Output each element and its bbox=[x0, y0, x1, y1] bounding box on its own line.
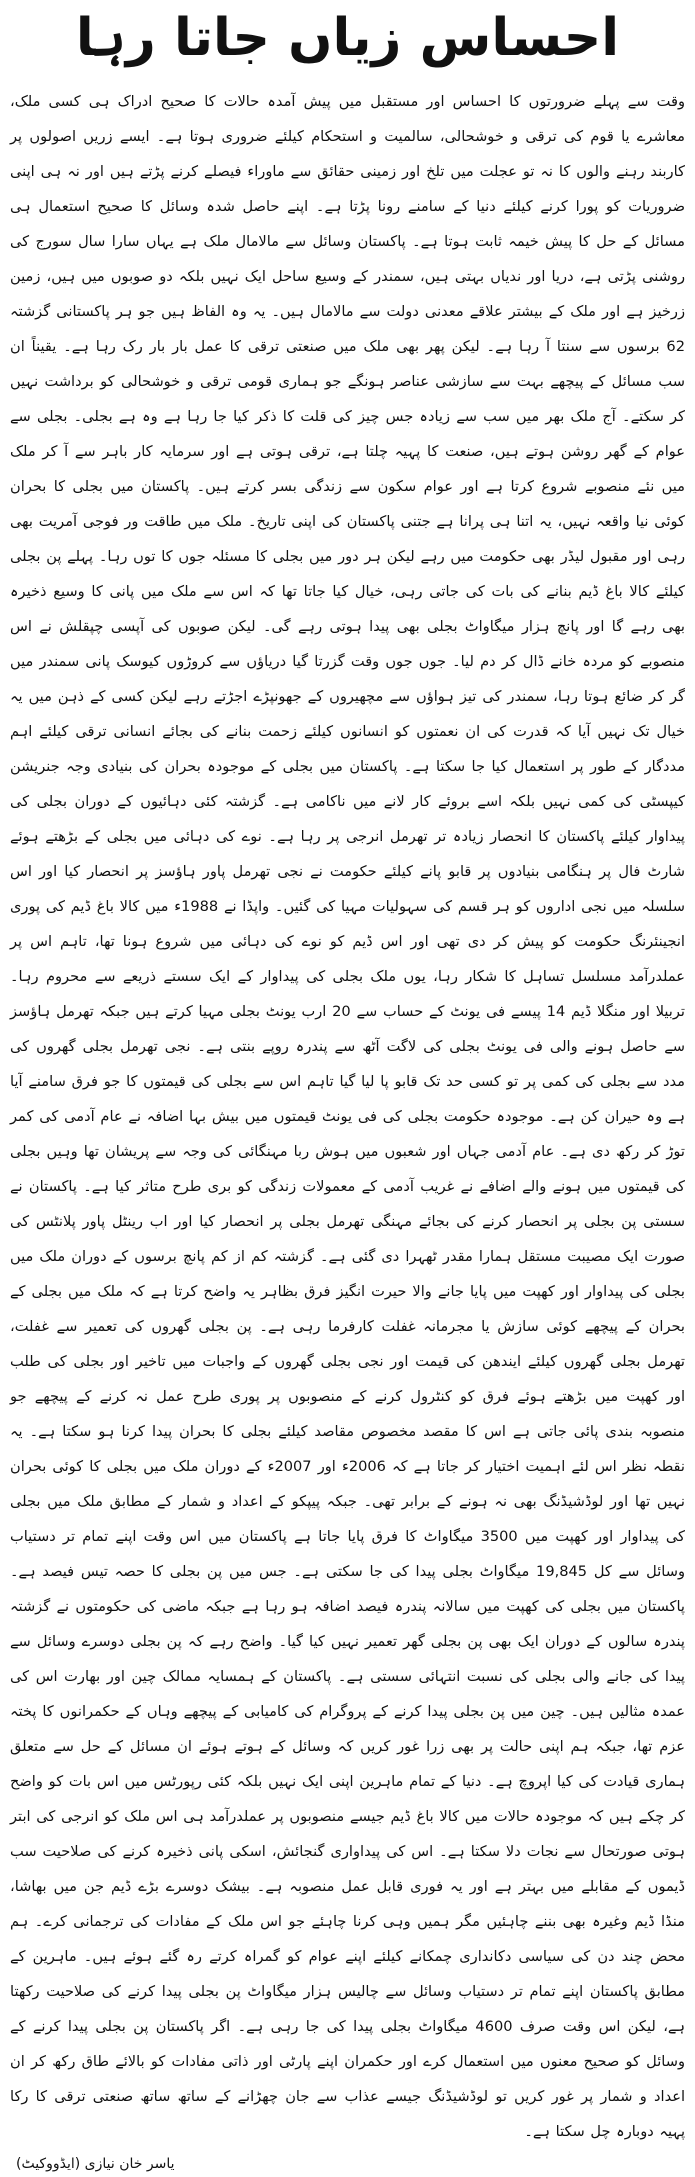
article-body: وقت سے پہلے ضرورتوں کا احساس اور مستقبل میں پیش آمدہ حالات کا صحیح ادراک ہی کسی ملک، معاشرے یا قوم کی ترقی و خوشحالی، سالمیت و استحکام کیلئے ضروری ہوتا ہے۔ ایسے زریں اصولوں پر کاربند رہنے والوں کا نہ تو عجلت میں تلخ اور زمینی حقائق سے ماوراء فیصلے کرنے پڑتے ہیں اور نہ ہی اپنی ضروریات کو پورا کرنے کیلئے دنیا کے سامنے رونا پڑتا ہے۔ اپنے حاصل شدہ وسائل کا صحیح استعمال ہی مسائل کے حل کا پیش خیمہ ثابت ہوتا ہے۔ پاکستان وسائل سے مالامال ملک ہے یہاں سارا سال سورج کی روشنی پڑتی ہے، دریا اور ندیاں بہتی ہیں، سمندر کے وسیع ساحل ایک نہیں بلکہ دو صوبوں میں ہیں، زمین زرخیز ہے اور ملک کے بیشتر علاقے معدنی دولت سے مالامال ہیں۔ یہ وہ الفاظ ہیں جو ہر پاکستانی گزشتہ 62 برسوں سے سنتا آ رہا ہے۔ لیکن پھر بھی ملک میں صنعتی ترقی کا عمل بار بار رک رہا ہے۔ یقیناً ان سب مسائل کے پیچھے بہت سے سازشی عناصر ہونگے جو ہماری قومی ترقی و خوشحالی کو برداشت نہیں کر سکتے۔ آج ملک بھر میں سب سے زیادہ جس چیز کی قلت کا ذکر کیا جا رہا ہے وہ ہے بجلی۔ بجلی سے عوام کے گھر روشن ہوتے ہیں، صنعت کا پہیہ چلتا ہے، ترقی ہوتی ہے اور سرمایہ کار باہر سے آ کر ملک میں نئے منصوبے شروع کرتا ہے اور عوام سکون سے زندگی بسر کرتے ہیں۔ پاکستان میں بجلی کا بحران کوئی نیا واقعہ نہیں، یہ اتنا ہی پرانا ہے جتنی پاکستان کی اپنی تاریخ۔ ملک میں طاقت ور فوجی آمریت بھی رہی اور مقبول لیڈر بھی حکومت میں رہے لیکن ہر دور میں بجلی کا مسئلہ جوں کا توں رہا۔ پہلے پن بجلی کیلئے کالا باغ ڈیم بنانے کی بات کی جاتی رہی، خیال کیا جاتا تھا کہ اس سے ملک میں پانی کا وسیع ذخیرہ بھی رہے گا اور پانچ ہزار میگاواٹ بجلی بھی پیدا ہوتی رہے گی۔ لیکن صوبوں کی آپسی چپقلش نے اس منصوبے کو مردہ خانے ڈال کر دم لیا۔ جوں جوں وقت گزرتا گیا دریاؤں سے کروڑوں کیوسک پانی سمندر میں گر کر ضائع ہوتا رہا، سمندر کی تیز ہواؤں سے مچھیروں کے جھونپڑے اجڑتے رہے لیکن کسی کے ذہن میں یہ خیال تک نہیں آیا کہ قدرت کی ان نعمتوں کو انسانوں کیلئے زحمت بنانے کی بجائے انسانی ترقی کیلئے اہم مددگار کے طور پر استعمال کیا جا سکتا ہے۔ پاکستان میں بجلی کے موجودہ بحران کی بنیادی وجہ جنریشن کیپسٹی کی کمی نہیں بلکہ اسے بروئے کار لانے میں ناکامی ہے۔ گزشتہ کئی دہائیوں کے دوران بجلی کی پیداوار کیلئے پاکستان کا انحصار زیادہ تر تھرمل انرجی پر رہا ہے۔ نوے کی دہائی میں بجلی کے بڑھتے ہوئے شارٹ فال پر ہنگامی بنیادوں پر قابو پانے کیلئے حکومت نے نجی تھرمل پاور ہاؤسز پر انحصار کیا اور اس سلسلہ میں نجی اداروں کو ہر قسم کی سہولیات مہیا کی گئیں۔ واپڈا نے 1988ء میں کالا باغ ڈیم کی پوری انجینئرنگ حکومت کو پیش کر دی تھی اور اس ڈیم کو نوے کی دہائی میں شروع ہونا تھا، تاہم اس پر عملدرآمد مسلسل تساہل کا شکار رہا، یوں ملک بجلی کی پیداوار کے ایک سستے ذریعے سے محروم رہا۔ تربیلا اور منگلا ڈیم 14 پیسے فی یونٹ کے حساب سے 20 ارب یونٹ بجلی مہیا کرتے ہیں جبکہ تھرمل ہاؤسز سے حاصل ہونے والی فی یونٹ بجلی کی لاگت آٹھ سے پندرہ روپے بنتی ہے۔ نجی تھرمل بجلی گھروں کی مدد سے بجلی کی کمی پر تو کسی حد تک قابو پا لیا گیا تاہم اس سے بجلی کی قیمتوں کا جو فرق سامنے آیا ہے وہ حیران کن ہے۔ موجودہ حکومت بجلی کی فی یونٹ قیمتوں میں بیش بہا اضافہ نے عام آدمی کی کمر توڑ کر رکھ دی ہے۔ عام آدمی جہاں اور شعبوں میں ہوش ربا مہنگائی کی وجہ سے پریشان تھا وہیں بجلی کی قیمتوں میں ہونے والے اضافے نے غریب آدمی کے معمولات زندگی کو بری طرح متاثر کیا ہے۔ پاکستان نے سستی پن بجلی پر انحصار کرنے کی بجائے مہنگی تھرمل بجلی پر انحصار کیا اور اب رینٹل پاور پلانٹس کی صورت ایک مصیبت مستقل ہمارا مقدر ٹھہرا دی گئی ہے۔ گزشتہ کم از کم پانچ برسوں کے دوران ملک میں بجلی کی پیداوار اور کھپت میں پایا جانے والا حیرت انگیز فرق بظاہر یہ واضح کرتا ہے کہ ملک میں بجلی کے بحران کے پیچھے کوئی سازش یا مجرمانہ غفلت کارفرما رہی ہے۔ پن بجلی گھروں کی تعمیر سے غفلت، تھرمل بجلی گھروں کیلئے ایندھن کی قیمت اور نجی بجلی گھروں کے واجبات میں تاخیر اور بجلی کی طلب اور کھپت میں بڑھتے ہوئے فرق کو کنٹرول کرنے کے منصوبوں پر پوری طرح عمل نہ کرنے کے پیچھے جو منصوبہ بندی پائی جاتی ہے اس کا مقصد مخصوص مقاصد کیلئے بجلی کا بحران پیدا کرنا ہو سکتا ہے۔ یہ نقطہ نظر اس لئے اہمیت اختیار کر جاتا ہے کہ 2006ء اور 2007ء کے دوران ملک میں بجلی کا کوئی بحران نہیں تھا اور لوڈشیڈنگ بھی نہ ہونے کے برابر تھی۔ جبکہ پیپکو کے اعداد و شمار کے مطابق ملک میں بجلی کی پیداوار اور کھپت میں 3500 میگاواٹ کا فرق پایا جاتا ہے پاکستان میں اس وقت اپنے تمام تر دستیاب وسائل سے کل 19,845 میگاواٹ بجلی پیدا کی جا سکتی ہے۔ جس میں پن بجلی کا حصہ تیس فیصد ہے۔ پاکستان میں بجلی کی کھپت میں سالانہ پندرہ فیصد اضافہ ہو رہا ہے جبکہ ماضی کی حکومتوں نے گزشتہ پندرہ سالوں کے دوران ایک بھی پن بجلی گھر تعمیر نہیں کیا گیا۔ واضح رہے کہ پن بجلی دوسرے وسائل سے پیدا کی جانے والی بجلی کی نسبت انتہائی سستی ہے۔ پاکستان کے ہمسایہ ممالک چین اور بھارت اس کی عمدہ مثالیں ہیں۔ چین میں پن بجلی پیدا کرنے کے پروگرام کی کامیابی کے پیچھے وہاں کے حکمرانوں کا پختہ عزم تھا، جبکہ ہم اپنی حالت پر بھی زرا غور کریں کہ وسائل کے ہوتے ہوئے ان مسائل کے حل سے متعلق ہماری قیادت کی کیا اپروچ ہے۔ دنیا کے تمام ماہرین اپنی ایک نہیں بلکہ کئی رپورٹس میں اس بات کو واضح کر چکے ہیں کہ موجودہ حالات میں کالا باغ ڈیم جیسے منصوبوں پر عملدرآمد ہی اس ملک کو انرجی کی ابتر ہوتی صورتحال سے نجات دلا سکتا ہے۔ اس کی پیداواری گنجائش، اسکی پانی ذخیرہ کرنے کی صلاحیت سب ڈیموں کے مقابلے میں بہتر ہے اور یہ فوری قابل عمل منصوبہ ہے۔ بیشک دوسرے بڑے ڈیم جن میں بھاشا، منڈا ڈیم وغیرہ بھی بننے چاہئیں مگر ہمیں وہی کرنا چاہئے جو اس ملک کے مفادات کی ترجمانی کرے۔ ہم محض چند دن کی سیاسی دکانداری چمکانے کیلئے اپنے عوام کو گمراہ کرتے رہ گئے ہوئے ہیں۔ ماہرین کے مطابق پاکستان اپنے تمام تر دستیاب وسائل سے چالیس ہزار میگاواٹ پن بجلی پیدا کرنے کی صلاحیت رکھتا ہے، لیکن اس وقت صرف 4600 میگاواٹ بجلی پیدا کی جا رہی ہے۔ اگر پاکستان پن بجلی پیدا کرنے کے وسائل کو صحیح معنوں میں استعمال کرے اور حکمران اپنے پارٹی اور ذاتی مفادات کو بالائے طاق رکھ کر ان اعداد و شمار پر غور کریں تو لوڈشیڈنگ جیسے عذاب سے جان چھڑانے کے ساتھ ساتھ صنعتی ترقی کا رکا پہیہ دوبارہ چل سکتا ہے۔ bbox=[10, 93, 686, 2140]
article-title: احساس زیاں جاتا رہا bbox=[75, 8, 620, 68]
author-byline: یاسر خان نیازی (ایڈووکیٹ) bbox=[16, 2156, 175, 2172]
